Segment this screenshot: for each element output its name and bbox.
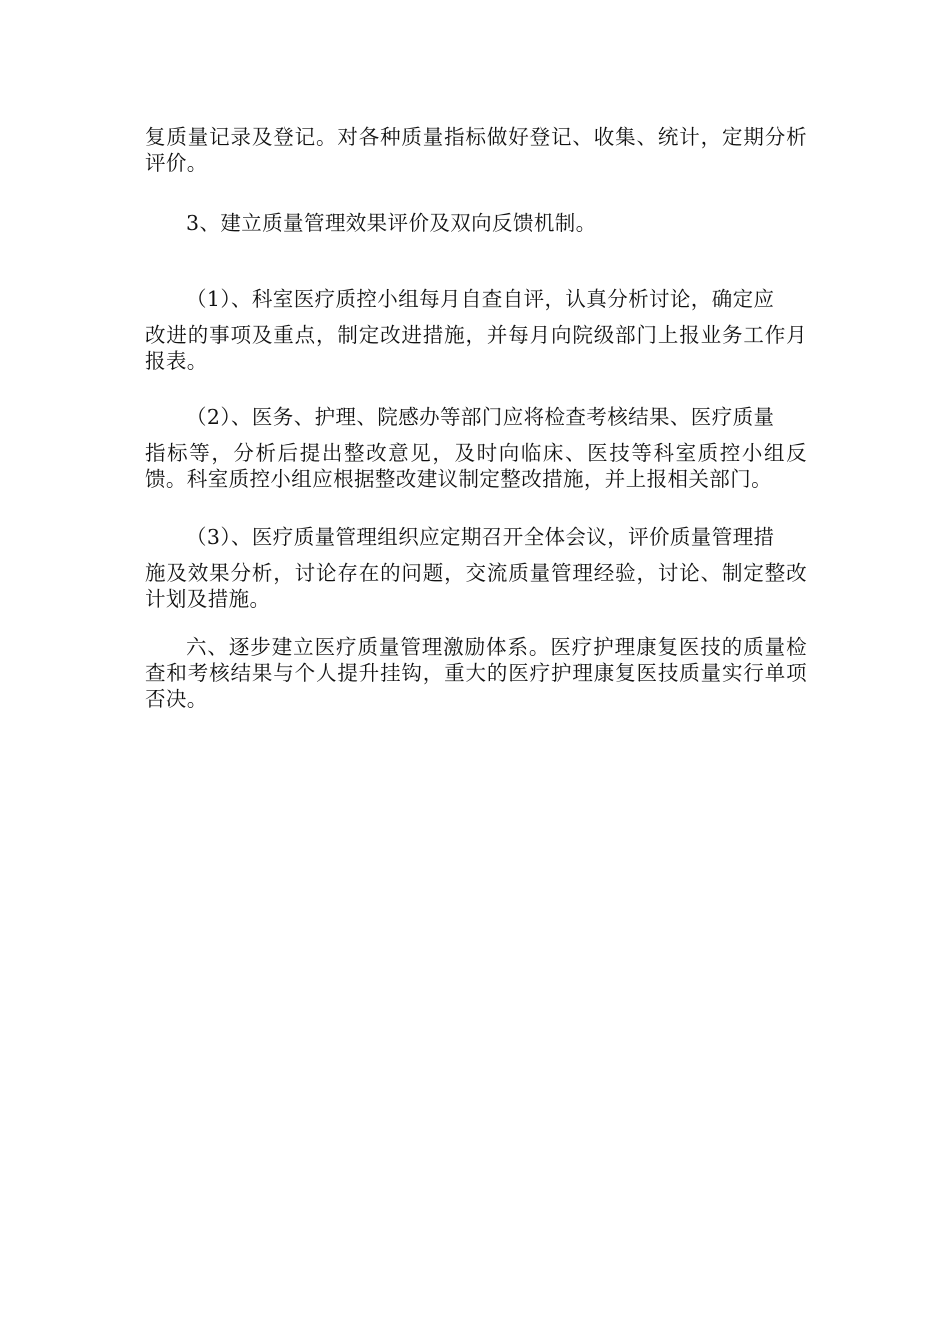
paragraph-item-1-first-line: （1）、科室医疗质控小组每月自查自评，认真分析讨论，确定应 (186, 287, 775, 311)
paragraph-item-1 (145, 286, 807, 374)
paragraph-item-3-rest: 施及效果分析，讨论存在的问题，交流质量管理经验，讨论、制定整改计划及措施。 (145, 561, 807, 611)
paragraph-item-3 (145, 524, 807, 612)
paragraph-incentive-system: 六、逐步建立医疗质量管理激励体系。医疗护理康复医技的质量检查和考核结果与个人提升挂钩，重大的医疗护理康复医技质量实行单项否决。 (145, 635, 807, 711)
paragraph-item-1-rest: 改进的事项及重点，制定改进措施，并每月向院级部门上报业务工作月报表。 (145, 323, 807, 373)
paragraph-quality-records: 复质量记录及登记。对各种质量指标做好登记、收集、统计，定期分析评价。 (145, 125, 807, 175)
paragraph-item-3-first-line: （3）、医疗质量管理组织应定期召开全体会议，评价质量管理措 (186, 525, 775, 549)
paragraph-feedback-mechanism-heading: 3、建立质量管理效果评价及双向反馈机制。 (186, 211, 597, 235)
paragraph-item-2 (145, 404, 807, 492)
paragraph-item-2-first-line: （2）、医务、护理、院感办等部门应将检查考核结果、医疗质量 (186, 405, 775, 429)
paragraph-item-2-rest: 指标等，分析后提出整改意见，及时向临床、医技等科室质控小组反馈。科室质控小组应根据整改建议制定整改措施，并上报相关部门。 (145, 441, 807, 491)
